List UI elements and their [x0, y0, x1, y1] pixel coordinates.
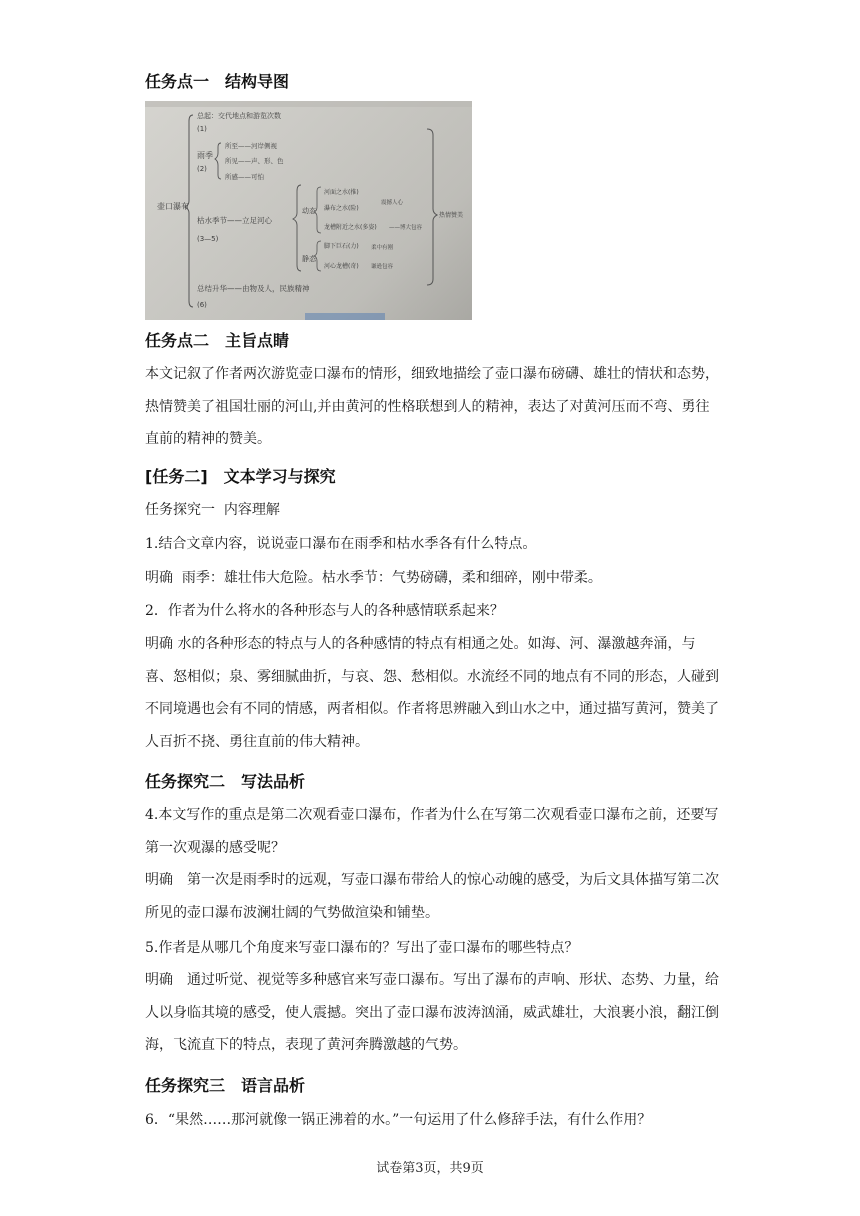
diagram-row-1-num: (1) — [197, 125, 207, 133]
diagram-rainy-item-2: 所见——声、形、色 — [225, 157, 284, 165]
diagram-row-4: 总结升华——由物及人，民族精神 — [197, 284, 310, 293]
structure-diagram-photo — [145, 101, 472, 320]
structure-diagram — [145, 101, 472, 320]
diagram-static-feeling-2: 谦逊包容 — [371, 264, 394, 270]
question-5: 5.作者是从哪几个角度来写壶口瀑布的？写出了壶口瀑布的哪些特点？ — [145, 940, 579, 956]
diagram-row-2-num: (2) — [197, 165, 207, 173]
diagram-dynamic-item-2: 瀑布之水(险) — [324, 205, 359, 212]
diagram-rainy-item-1: 所至——河岸侧视 — [225, 142, 277, 150]
diagram-static-item-1: 脚下巨石(力) — [324, 243, 359, 250]
diagram-static-item-2: 河心龙槽(奇) — [324, 263, 359, 270]
diagram-row-3: 枯水季节——立足河心 — [197, 216, 272, 225]
answer-2: 明确 水的各种形态的特点与人的各种感情的特点有相通之处。如海、河、瀑激越奔涌，与喜、怒相似；泉、雾细腻曲折，与哀、怨、愁相似。水流经不同的地点有不同的形态，人碰到不同境遇也会有不同的情感，两者相似。作者将思辨融入到山水之中，通过描写黄河，赞美了人百折不挠、勇往直前的伟大精神。 — [145, 636, 719, 750]
diagram-conclusion: 热情赞美 — [439, 212, 464, 219]
question-4: 4.本文写作的重点是第二次观看壶口瀑布，作者为什么在写第二次观看壶口瀑布之前，还要写第一次观瀑的感受呢？ — [145, 807, 719, 856]
diagram-dynamic-feeling-2: ——博大包容 — [389, 225, 423, 231]
diagram-row-1: 总起：交代地点和游览次数 — [197, 112, 281, 120]
section-heading-text-study: [任务二] 文本学习与探究 — [145, 467, 336, 486]
diagram-row-3-num: (3—5) — [197, 235, 219, 243]
diagram-dynamic-feeling-1: 震撼人心 — [381, 200, 404, 206]
diagram-static-feeling-1: 柔中有刚 — [371, 245, 394, 251]
diagram-dynamic-item-1: 河面之水(推) — [324, 189, 359, 196]
diagram-row-4-num: (6) — [197, 301, 207, 309]
diagram-root: 壶口瀑布 — [157, 202, 189, 211]
section-heading-writing: 任务探究二 写法品析 — [145, 772, 306, 791]
section-heading-theme: 任务点二 主旨点睛 — [145, 331, 290, 350]
question-6: 6．“果然……那河就像一锅正沸着的水。”一句运用了什么修辞手法，有什么作用？ — [145, 1112, 652, 1128]
question-2: 2．作者为什么将水的各种形态与人的各种感情联系起来？ — [145, 603, 504, 619]
diagram-static-label: 静态 — [302, 255, 316, 263]
diagram-row-2: 雨季 — [197, 151, 213, 160]
section-heading-structure-map: 任务点一 结构导图 — [145, 72, 290, 91]
answer-1: 明确 雨季：雄壮伟大危险。枯水季节：气势磅礴，柔和细碎，刚中带柔。 — [145, 570, 602, 586]
diagram-dynamic-item-3: 龙槽附近之水(多姿) — [324, 224, 377, 231]
explore-1-label: 任务探究一 内容理解 — [145, 502, 280, 518]
page-footer: 试卷第3页，共9页 — [376, 1161, 484, 1176]
question-1: 1.结合文章内容，说说壶口瀑布在雨季和枯水季各有什么特点。 — [145, 536, 537, 552]
diagram-rainy-item-3: 所感——可怕 — [225, 173, 264, 181]
answer-5: 明确 通过听觉、视觉等多种感官来写壶口瀑布。写出了瀑布的声响、形状、态势、力量，给人以身临其境的感受，使人震撼。突出了壶口瀑布波涛汹涌，威武雄壮，大浪裹小浪，翻江倒海，飞流直下的特点，表现了黄河奔腾激越的气势。 — [145, 972, 719, 1053]
answer-4: 明确 第一次是雨季时的远观，写壶口瀑布带给人的惊心动魄的感受，为后文具体描写第二次所见的壶口瀑布波澜壮阔的气势做渲染和铺垫。 — [145, 872, 719, 921]
theme-paragraph: 本文记叙了作者两次游览壶口瀑布的情形，细致地描绘了壶口瀑布磅礴、雄壮的情状和态势，热情赞美了祖国壮丽的河山,并由黄河的性格联想到人的精神，表达了对黄河压而不弯、勇往直前的精神的赞美。 — [145, 366, 719, 447]
diagram-dynamic-label: 动态 — [302, 207, 316, 215]
section-heading-language: 任务探究三 语言品析 — [145, 1076, 306, 1095]
